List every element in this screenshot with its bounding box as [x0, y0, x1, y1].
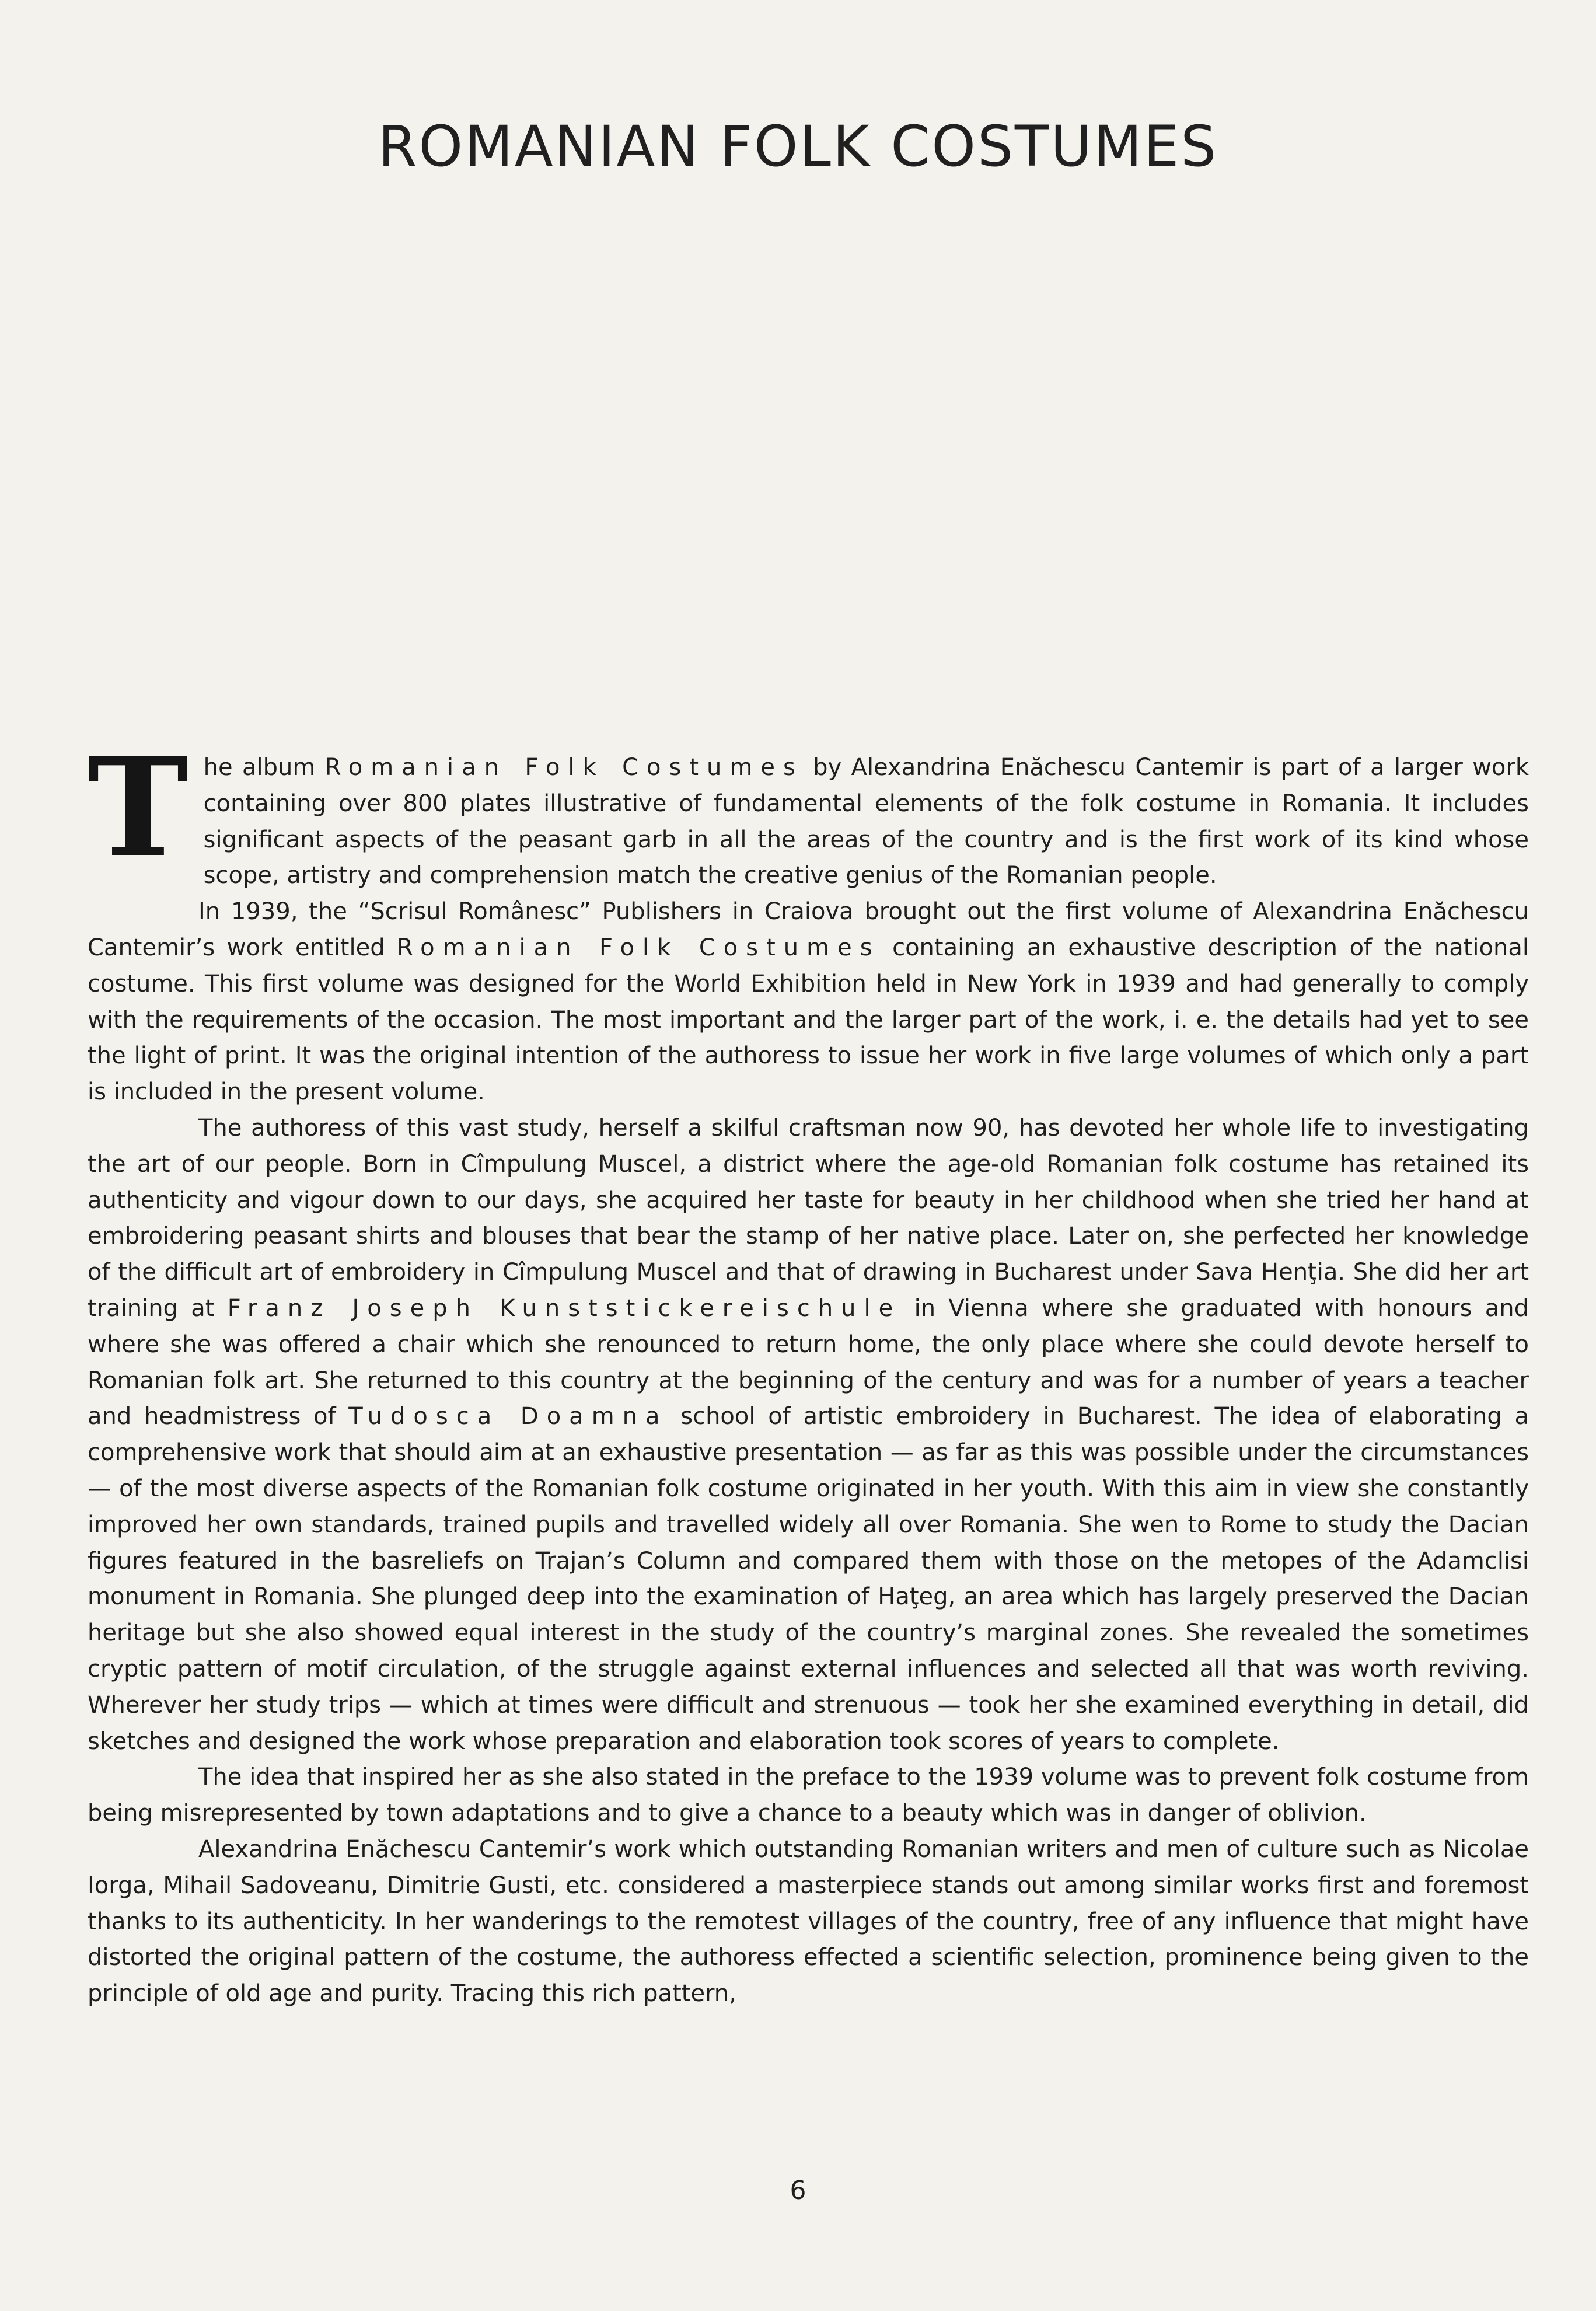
paragraph-5-text: Alexandrina Enăchescu Cantemir’s work which outstanding Romanian writers and men of culture such as Nicolae Iorga, Mihail Sadoveanu, Dimitrie Gusti, etc. considered a masterpiece stands out among similar works first and foremost thanks to its authenticity. In her wanderings to the remotest villages of the country, free of any influence that might have distorted the original pattern of the costume, the authoress effected a scientific selection, prominence being given to the principle of old age and purity. Tracing this rich pattern,	[88, 1835, 1529, 2008]
paragraph-2-text-b: containing an exhaustive description of the national costume. This first volume was designed for the World Exhibition held in New York in 1939 and had generally to comply with the requirements of the occasion. The most important and the larger part of the work, i. e. the details had yet to see the light of print. It was the original intention of the authoress to issue her work in five large volumes of which only a part is included in the present volume.	[88, 934, 1529, 1106]
paragraph-3-text-b: in Vienna where she graduated with honours and where she was offered a chair which she renounced to return home, the only place where she could devote herself to Romanian folk art. She returned to this country at the beginning of the century and was for a number of years a teacher and headmistress of	[88, 1294, 1529, 1430]
school-name-emphasis: Franz Joseph Kunststickereischule	[227, 1294, 902, 1322]
school-name-emphasis: Tudosca Doamna	[348, 1403, 668, 1430]
page-title: ROMANIAN FOLK COSTUMES	[378, 114, 1218, 179]
paragraph-5	[88, 1832, 1529, 2012]
page-number: 6	[790, 2176, 806, 2205]
paragraph-2	[88, 894, 1529, 1111]
paragraph-2-text-a: In 1939, the “Scrisul Românesc” Publishers in Craiova brought out the first volume of Alexandrina Enăchescu Cantemir’s work entitled	[88, 898, 1529, 961]
article-body	[88, 728, 1529, 2012]
paragraph-4	[88, 1760, 1529, 1832]
paragraph-1-text-a: he album	[203, 754, 325, 781]
book-title-emphasis: Romanian Folk Costumes	[324, 754, 804, 781]
paragraph-4-text: The idea that inspired her as she also stated in the preface to the 1939 volume was to prevent folk costume from being misrepresented by town adaptations and to give a chance to a beauty which was in danger of oblivion.	[88, 1764, 1529, 1827]
paragraph-3	[88, 1111, 1529, 1760]
book-title-emphasis: Romanian Folk Costumes	[397, 934, 881, 961]
paragraph-1	[88, 728, 1529, 894]
drop-cap: T	[88, 728, 188, 887]
paragraph-3-text-c: school of artistic embroidery in Bucharest. The idea of elaborating a comprehensive work that should aim at an exhaustive presentation — as far as this was possible under the circumstances — of the most diverse aspects of the Romanian folk costume originated in her youth. With this aim in view she constantly improved her own standards, trained pupils and travelled widely all over Romania. She wen to Rome to study the Dacian figures featured in the basreliefs on Trajan’s Column and compared them with those on the metopes of the Adamclisi monument in Romania. She plunged deep into the examination of Haţeg, an area which has largely preserved the Dacian heritage but she also showed equal interest in the study of the country’s marginal zones. She revealed the sometimes cryptic pattern of motif circulation, of the struggle against external influences and selected all that was worth reviving. Wherever her study trips — which at times were difficult and strenuous — took her she examined everything in detail, did sketches and designed the work whose preparation and elaboration took scores of years to complete.	[88, 1403, 1529, 1755]
paragraph-3-text-a: The authoress of this vast study, herself a skilful craftsman now 90, has devoted her whole life to investigating the art of our people. Born in Cîmpulung Muscel, a district where the age-old Romanian folk costume has retained its authenticity and vigour down to our days, she acquired her taste for beauty in her childhood when she tried her hand at embroidering peasant shirts and blouses that bear the stamp of her native place. Later on, she perfected her knowledge of the difficult art of embroidery in Cîmpulung Muscel and that of drawing in Bucharest under Sava Henţia. She did her art training at	[88, 1114, 1529, 1322]
paragraph-1-text-b: by Alexandrina Enăchescu Cantemir is part of a larger work containing over 800 plates illustrative of fundamental elements of the folk costume in Romania. It includes significant aspects of the peasant garb in all the areas of the country and is the first work of its kind whose scope, artistry and comprehension match the creative genius of the Romanian people.	[203, 754, 1529, 889]
